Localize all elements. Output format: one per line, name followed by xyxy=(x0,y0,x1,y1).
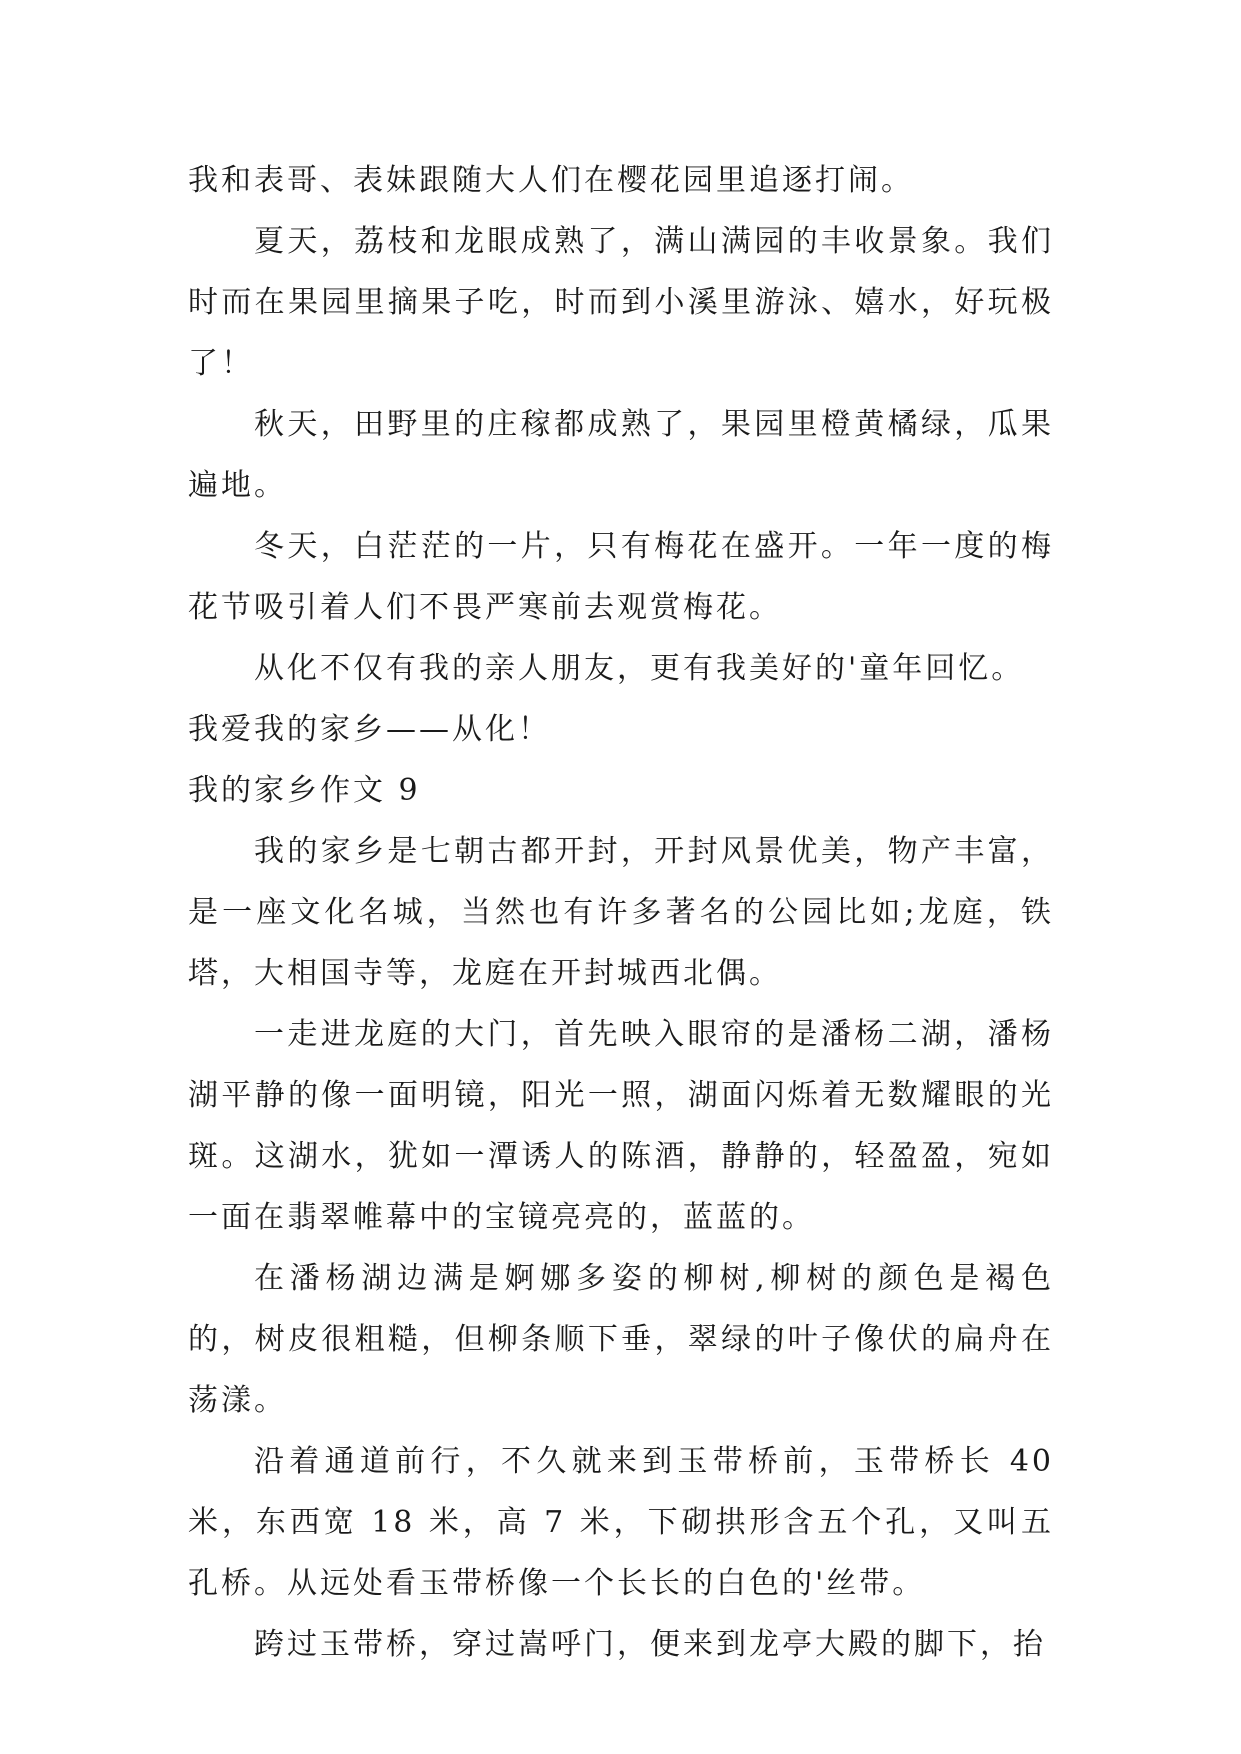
paragraph: 我爱我的家乡——从化！ xyxy=(188,712,551,747)
paragraph: 我和表哥、表妹跟随大人们在樱花园里追逐打闹。 xyxy=(188,163,914,198)
paragraph: 从化不仅有我的亲人朋友，更有我美好的'童年回忆。 xyxy=(254,651,1025,686)
document-body xyxy=(188,150,1054,1675)
section-title: 我的家乡作文 9 xyxy=(188,773,421,808)
paragraph: 冬天，白茫茫的一片，只有梅花在盛开。一年一度的梅花节吸引着人们不畏严寒前去观赏梅花。 xyxy=(188,529,1054,625)
paragraph: 我的家乡是七朝古都开封，开封风景优美，物产丰富，是一座文化名城，当然也有许多著名的公园比如;龙庭，铁塔，大相国寺等，龙庭在开封城西北偶。 xyxy=(188,834,1054,991)
paragraph: 秋天，田野里的庄稼都成熟了，果园里橙黄橘绿，瓜果遍地。 xyxy=(188,407,1054,503)
paragraph: 夏天，荔枝和龙眼成熟了，满山满园的丰收景象。我们时而在果园里摘果子吃，时而到小溪里游泳、嬉水，好玩极了！ xyxy=(188,224,1054,381)
paragraph: 在潘杨湖边满是婀娜多姿的柳树,柳树的颜色是褐色的，树皮很粗糙，但柳条顺下垂，翠绿的叶子像伏的扁舟在荡漾。 xyxy=(188,1261,1054,1418)
paragraph: 沿着通道前行，不久就来到玉带桥前，玉带桥长 40 米，东西宽 18 米，高 7 米，下砌拱形含五个孔，又叫五孔桥。从远处看玉带桥像一个长长的白色的'丝带。 xyxy=(188,1444,1054,1601)
paragraph: 一走进龙庭的大门，首先映入眼帘的是潘杨二湖，潘杨湖平静的像一面明镜，阳光一照，湖面闪烁着无数耀眼的光斑。这湖水，犹如一潭诱人的陈酒，静静的，轻盈盈，宛如一面在翡翠帷幕中的宝镜亮亮的，蓝蓝的。 xyxy=(188,1017,1054,1235)
paragraph: 跨过玉带桥，穿过嵩呼门，便来到龙亭大殿的脚下，抬 xyxy=(254,1627,1046,1662)
